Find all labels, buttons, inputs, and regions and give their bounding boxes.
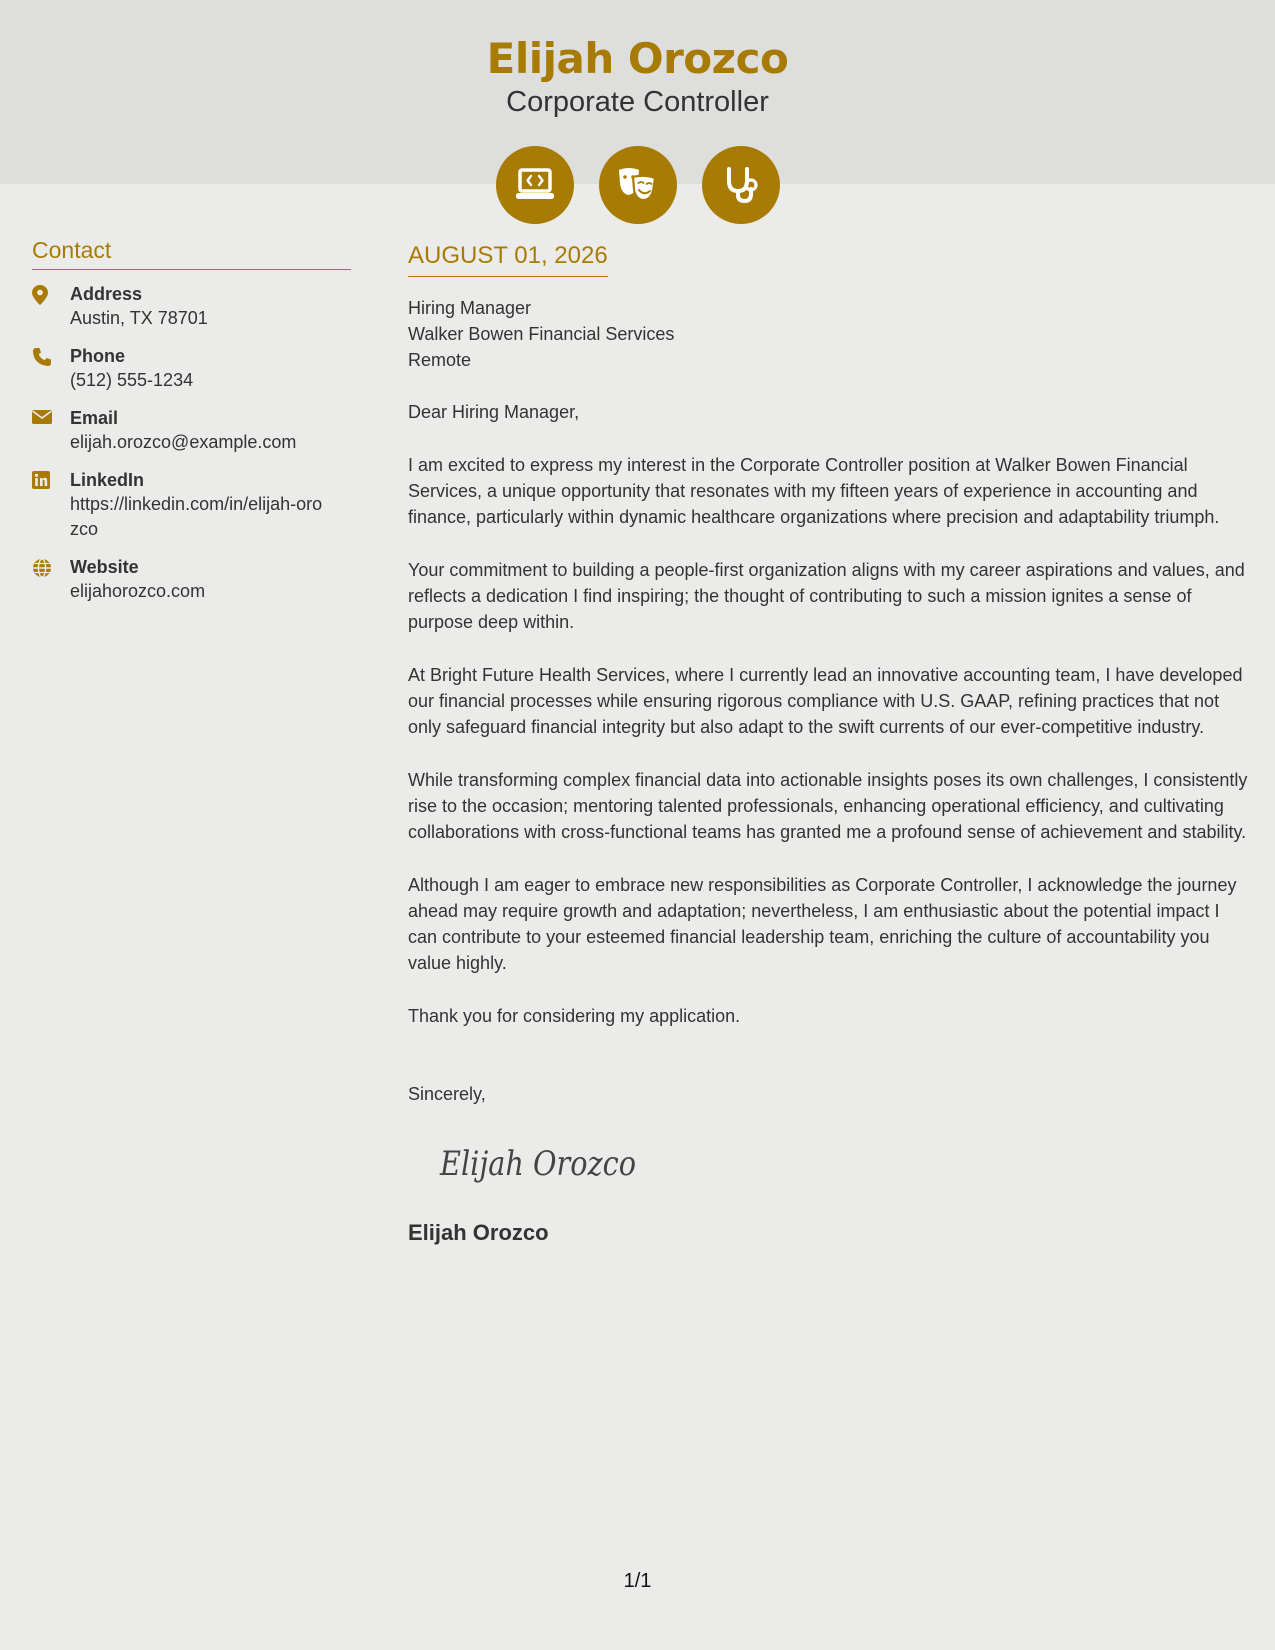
- contact-website: [32, 555, 351, 604]
- laptop-code-icon: [496, 146, 574, 224]
- closing: Sincerely,: [408, 1084, 486, 1104]
- header-icons: [496, 146, 780, 224]
- letter-body: [408, 242, 1248, 1246]
- linkedin-value[interactable]: https://linkedin.com/in/elijah-orozco: [70, 494, 323, 539]
- recipient-line: Remote: [408, 350, 472, 370]
- page-number: 1/1: [623, 1570, 652, 1592]
- recipient-line: Hiring Manager: [408, 298, 532, 318]
- applicant-title: Corporate Controller: [506, 86, 769, 118]
- recipient-line: Walker Bowen Financial Services: [408, 324, 675, 344]
- letter-paragraph: I am excited to express my interest in the Corporate Controller position at Walker Bowen Financial Services, a unique opportunity that resonates with my fifteen years of experience in accounting and finance, particularly within dynamic healthcare organizations where precision and adaptability triumph.: [408, 455, 1220, 527]
- email-value[interactable]: elijah.orozco@example.com: [70, 432, 297, 452]
- globe-icon: [32, 558, 52, 578]
- map-marker-icon: [32, 285, 48, 305]
- contact-phone: [32, 344, 351, 393]
- letter-paragraph: At Bright Future Health Services, where I currently lead an innovative accounting team, I have developed our financial processes while ensuring rigorous compliance with U.S. GAAP, refining practices that not only safeguard financial integrity but also adapt to the swift currents of our ever-competitive industry.: [408, 665, 1243, 737]
- theater-masks-icon: [599, 146, 677, 224]
- contact-linkedin: [32, 468, 351, 542]
- contact-label: Email: [70, 408, 119, 428]
- phone-value: (512) 555-1234: [70, 370, 194, 390]
- phone-icon: [32, 347, 52, 367]
- contact-email: [32, 406, 351, 455]
- address-value: Austin, TX 78701: [70, 308, 208, 328]
- svg-text:Elijah Orozco: Elijah Orozco: [439, 1144, 636, 1184]
- contact-label: Website: [70, 557, 139, 577]
- letter-paragraph: Although I am eager to embrace new responsibilities as Corporate Controller, I acknowledge the journey ahead may require growth and adaptation; nevertheless, I am enthusiastic about the potential impact I can contribute to your esteemed financial leadership team, enriching the culture of accountability you value highly.: [408, 875, 1237, 973]
- contact-list: [32, 282, 351, 604]
- contact-address: [32, 282, 351, 331]
- envelope-icon: [32, 409, 52, 425]
- linkedin-icon: [32, 471, 50, 489]
- website-value[interactable]: elijahorozco.com: [70, 581, 206, 601]
- stethoscope-icon: [702, 146, 780, 224]
- contact-label: Address: [70, 284, 143, 304]
- signer-name: Elijah Orozco: [408, 1220, 549, 1245]
- letter-paragraph: Thank you for considering my application.: [408, 1006, 741, 1026]
- contact-heading: Contact: [32, 237, 351, 270]
- handwritten-signature: [436, 1137, 1248, 1192]
- letter-paragraph: Your commitment to building a people-first organization aligns with my career aspirations and values, and reflects a dedication I find inspiring; the thought of contributing to such a mission ignites a sense of purpose deep within.: [408, 560, 1245, 632]
- contact-sidebar: [32, 237, 351, 617]
- contact-label: LinkedIn: [70, 470, 145, 490]
- contact-label: Phone: [70, 346, 126, 366]
- salutation: Dear Hiring Manager,: [408, 402, 580, 422]
- applicant-name: Elijah Orozco: [486, 34, 789, 83]
- letter-date: AUGUST 01, 2026: [408, 242, 608, 277]
- recipient-block: [408, 295, 1248, 373]
- letter-paragraph: While transforming complex financial data into actionable insights poses its own challenges, I consistently rise to the occasion; mentoring talented professionals, enhancing operational efficiency, and cultivating collaborations with cross-functional teams has granted me a profound sense of achievement and stability.: [408, 770, 1248, 842]
